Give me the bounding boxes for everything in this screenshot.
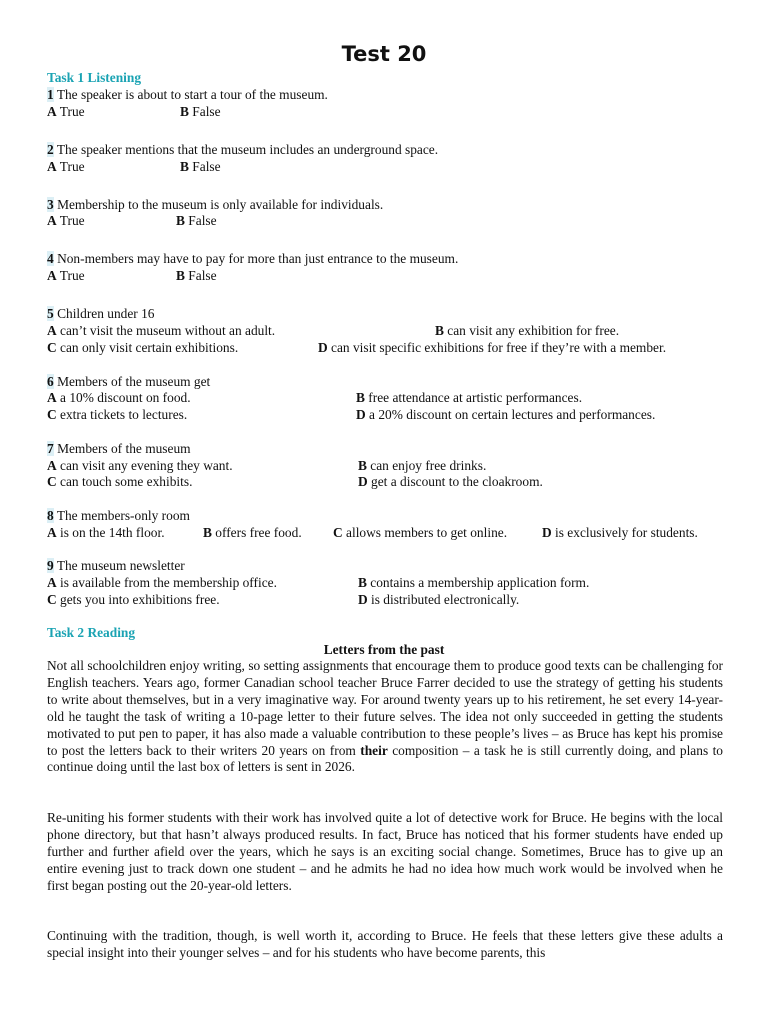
question-number: 9 bbox=[47, 558, 54, 573]
option-a: A True bbox=[47, 159, 85, 174]
question-text: The speaker is about to start a tour of the museum. bbox=[56, 87, 328, 102]
option-b: B offers free food. bbox=[203, 525, 302, 540]
option-a: A True bbox=[47, 268, 85, 283]
option-a: A is on the 14th floor. bbox=[47, 525, 165, 540]
question-number: 7 bbox=[47, 441, 54, 456]
question-1 bbox=[47, 87, 328, 103]
question-4 bbox=[47, 251, 458, 267]
option-b: B False bbox=[180, 104, 221, 119]
option-b: B free attendance at artistic performances. bbox=[356, 390, 583, 405]
question-number: 2 bbox=[47, 142, 54, 157]
question-number: 1 bbox=[47, 87, 54, 102]
question-8 bbox=[47, 508, 190, 524]
option-c: C allows members to get online. bbox=[333, 525, 508, 540]
option-a: A is available from the membership office. bbox=[47, 575, 277, 590]
question-text: Membership to the museum is only available for individuals. bbox=[57, 197, 384, 212]
question-2 bbox=[47, 142, 438, 158]
reading-paragraph-1: Not all schoolchildren enjoy writing, so setting assignments that encourage them to produce good texts can be challenging for English teachers. Years ago, former Canadian school teacher Bruce Farrer decided to use the strategy of getting his students to write about themselves, but in a very imaginative way. For around twenty years up to his retirement, he set every 14-year-old he taught the task of writing a 10-page letter to their future selves. The idea not only succeeded in getting the students motivated to put pen to paper, it has also made a valuable contribution to these people’s lives – as Bruce has kept his promise to post the letters back to their writers 20 years on from their composition – a task he is still currently doing, and plans to continue doing until the last box of letters is sent in 2026. bbox=[47, 658, 723, 775]
option-c: C can touch some exhibits. bbox=[47, 474, 193, 489]
question-text: Children under 16 bbox=[57, 306, 155, 321]
option-b: B contains a membership application form. bbox=[358, 575, 590, 590]
option-d: D a 20% discount on certain lectures and performances. bbox=[356, 407, 656, 422]
option-a: A can visit any evening they want. bbox=[47, 458, 233, 473]
option-a: A can’t visit the museum without an adult. bbox=[47, 323, 276, 338]
question-text: The members-only room bbox=[56, 508, 190, 523]
option-c: C extra tickets to lectures. bbox=[47, 407, 188, 422]
question-number: 3 bbox=[47, 197, 54, 212]
question-number: 6 bbox=[47, 374, 54, 389]
task1-heading: Task 1 Listening bbox=[47, 70, 142, 85]
question-text: Non-members may have to pay for more than just entrance to the museum. bbox=[57, 251, 459, 266]
reading-paragraph-2: Re-uniting his former students with their work has involved quite a lot of detective work for Bruce. He begins with the local phone directory, but that hasn’t always produced results. In fact, Bruce has noticed that his former students have ended up further and further afield over the years, which he says is an exciting social change. Sometimes, Bruce has to give up an entire evening just to track down one student – and he admits he had no idea how much work would be involved when he first began posting out the 20-year-old letters. bbox=[47, 810, 723, 893]
option-b: B False bbox=[176, 213, 217, 228]
reading-title: Letters from the past bbox=[323, 642, 445, 657]
option-d: D get a discount to the cloakroom. bbox=[358, 474, 543, 489]
question-5 bbox=[47, 306, 155, 322]
option-a: A True bbox=[47, 104, 85, 119]
option-a: A a 10% discount on food. bbox=[47, 390, 191, 405]
option-d: D can visit specific exhibitions for free if they’re with a member. bbox=[318, 340, 667, 355]
page-title: Test 20 bbox=[341, 42, 427, 66]
option-d: D is distributed electronically. bbox=[358, 592, 520, 607]
option-c: C can only visit certain exhibitions. bbox=[47, 340, 239, 355]
option-d: D is exclusively for students. bbox=[542, 525, 698, 540]
question-3 bbox=[47, 197, 383, 213]
question-9 bbox=[47, 558, 185, 574]
question-text: Members of the museum get bbox=[57, 374, 211, 389]
question-number: 8 bbox=[47, 508, 54, 523]
option-a: A True bbox=[47, 213, 85, 228]
option-b: B False bbox=[180, 159, 221, 174]
question-7 bbox=[47, 441, 191, 457]
question-text: The speaker mentions that the museum includes an underground space. bbox=[56, 142, 439, 157]
option-b: B can visit any exhibition for free. bbox=[435, 323, 620, 338]
option-b: B False bbox=[176, 268, 217, 283]
option-b: B can enjoy free drinks. bbox=[358, 458, 487, 473]
reading-paragraph-3: Continuing with the tradition, though, is well worth it, according to Bruce. He feels that these letters give these adults a special insight into their younger selves – and for his students who have become parents, this bbox=[47, 928, 723, 960]
question-6 bbox=[47, 374, 210, 390]
question-text: Members of the museum bbox=[57, 441, 191, 456]
question-text: The museum newsletter bbox=[56, 558, 185, 573]
task2-heading: Task 2 Reading bbox=[47, 625, 136, 640]
question-number: 5 bbox=[47, 306, 54, 321]
option-c: C gets you into exhibitions free. bbox=[47, 592, 220, 607]
question-number: 4 bbox=[47, 251, 54, 266]
